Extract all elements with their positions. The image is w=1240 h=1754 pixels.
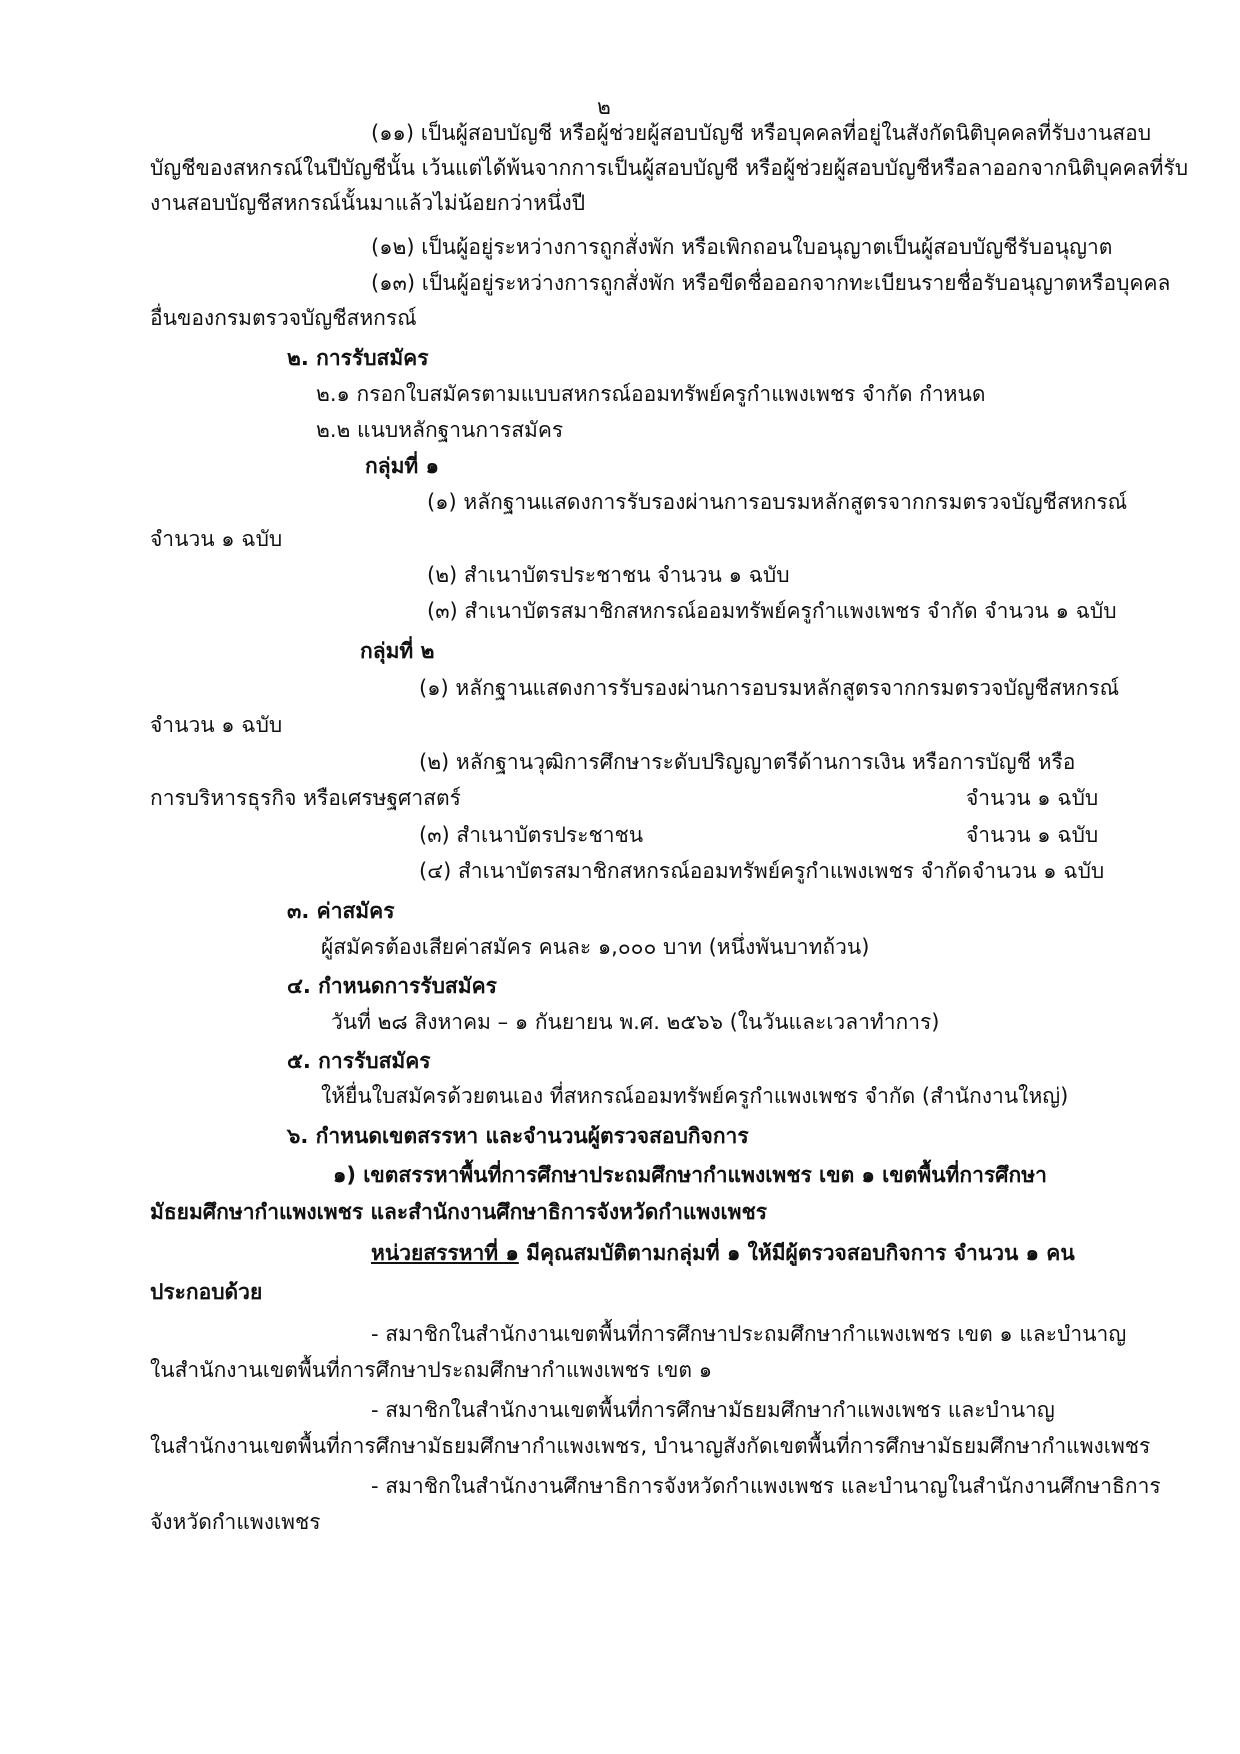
section-4-heading: ๔. กำหนดการรับสมัคร <box>287 974 497 998</box>
unit-1-label: หน่วยสรรหาที่ ๑ <box>371 1241 519 1265</box>
qualification-11-line-3: งานสอบบัญชีสหกรณ์นั้นมาแล้วไม่น้อยกว่าหนึ่งปี <box>150 191 586 215</box>
group-2-item-2-line-2: การบริหารธุรกิจ หรือเศรษฐศาสตร์ <box>150 786 461 810</box>
section-6-heading: ๖. กำหนดเขตสรรหา และจำนวนผู้ตรวจสอบกิจการ <box>287 1124 749 1148</box>
group-1-item-1-line-1: (๑) หลักฐานแสดงการรับรองผ่านการอบรมหลักสูตรจากกรมตรวจบัญชีสหกรณ์ <box>427 490 1128 514</box>
section-3-text: ผู้สมัครต้องเสียค่าสมัคร คนละ ๑,๐๐๐ บาท (หนึ่งพันบาทถ้วน) <box>321 935 870 959</box>
group-2-item-4-quantity: จำนวน ๑ ฉบับ <box>972 859 1105 883</box>
section-2-heading: ๒. การรับสมัคร <box>287 346 429 370</box>
group-2-item-2-quantity: จำนวน ๑ ฉบับ <box>966 786 1099 810</box>
group-2-item-3-quantity: จำนวน ๑ ฉบับ <box>966 823 1099 847</box>
qualification-13-line-2: อื่นของกรมตรวจบัญชีสหกรณ์ <box>150 306 417 330</box>
member-1-line-1: - สมาชิกในสำนักงานเขตพื้นที่การศึกษาประถมศึกษากำแพงเพชร เขต ๑ และบำนาญ <box>371 1322 1127 1346</box>
group-2-item-2-line-1: (๒) หลักฐานวุฒิการศึกษาระดับปริญญาตรีด้านการเงิน หรือการบัญชี หรือ <box>419 750 1076 774</box>
section-3-heading: ๓. ค่าสมัคร <box>287 899 395 923</box>
member-1-line-2: ในสำนักงานเขตพื้นที่การศึกษาประถมศึกษากำแพงเพชร เขต ๑ <box>150 1358 713 1382</box>
page-number: ๒ <box>597 95 611 119</box>
section-5-heading: ๕. การรับสมัคร <box>287 1049 431 1073</box>
unit-1-text: มีคุณสมบัติตามกลุ่มที่ ๑ ให้มีผู้ตรวจสอบกิจการ จำนวน ๑ คน <box>518 1241 1075 1265</box>
consists-of: ประกอบด้วย <box>150 1280 263 1304</box>
group-1-item-2: (๒) สำเนาบัตรประชาชน จำนวน ๑ ฉบับ <box>427 563 790 587</box>
group-1-heading: กลุ่มที่ ๑ <box>365 454 439 478</box>
zone-1-line-1: ๑) เขตสรรหาพื้นที่การศึกษาประถมศึกษากำแพงเพชร เขต ๑ เขตพื้นที่การศึกษา <box>333 1163 1047 1187</box>
group-1-item-1-line-2: จำนวน ๑ ฉบับ <box>150 527 283 551</box>
section-4-text: วันที่ ๒๘ สิงหาคม – ๑ กันยายน พ.ศ. ๒๕๖๖ (ในวันและเวลาทำการ) <box>331 1010 940 1034</box>
qualification-11-line-1: (๑๑) เป็นผู้สอบบัญชี หรือผู้ช่วยผู้สอบบัญชี หรือบุคคลที่อยู่ในสังกัดนิติบุคคลที่รับงานสอบ <box>371 121 1152 145</box>
qualification-11-line-2: บัญชีของสหกรณ์ในปีบัญชีนั้น เว้นแต่ได้พ้นจากการเป็นผู้สอบบัญชี หรือผู้ช่วยผู้สอบบัญชีหรือลาออกจากนิติบุคคลที่รับ <box>150 156 1189 180</box>
member-2-line-1: - สมาชิกในสำนักงานเขตพื้นที่การศึกษามัธยมศึกษากำแพงเพชร และบำนาญ <box>371 1398 1055 1422</box>
zone-1-line-2: มัธยมศึกษากำแพงเพชร และสำนักงานศึกษาธิการจังหวัดกำแพงเพชร <box>150 1200 768 1224</box>
member-3-line-2: จังหวัดกำแพงเพชร <box>150 1510 321 1534</box>
section-2-1: ๒.๑ กรอกใบสมัครตามแบบสหกรณ์ออมทรัพย์ครูกำแพงเพชร จำกัด กำหนด <box>316 382 986 406</box>
section-2-2: ๒.๒ แนบหลักฐานการสมัคร <box>316 418 564 442</box>
group-1-item-3: (๓) สำเนาบัตรสมาชิกสหกรณ์ออมทรัพย์ครูกำแพงเพชร จำกัด จำนวน ๑ ฉบับ <box>427 599 1117 623</box>
group-2-heading: กลุ่มที่ ๒ <box>360 639 435 663</box>
member-2-line-2: ในสำนักงานเขตพื้นที่การศึกษามัธยมศึกษากำแพงเพชร, บำนาญสังกัดเขตพื้นที่การศึกษามัธยมศึกษากำแพงเพชร <box>150 1434 1151 1458</box>
group-2-item-4: (๔) สำเนาบัตรสมาชิกสหกรณ์ออมทรัพย์ครูกำแพงเพชร จำกัด <box>419 859 972 883</box>
group-2-item-1-line-2: จำนวน ๑ ฉบับ <box>150 713 283 737</box>
qualification-13-line-1: (๑๓) เป็นผู้อยู่ระหว่างการถูกสั่งพัก หรือขีดชื่อออกจากทะเบียนรายชื่อรับอนุญาตหรือบุคคล <box>371 271 1171 295</box>
section-5-text: ให้ยื่นใบสมัครด้วยตนเอง ที่สหกรณ์ออมทรัพย์ครูกำแพงเพชร จำกัด (สำนักงานใหญ่) <box>321 1084 1069 1108</box>
member-3-line-1: - สมาชิกในสำนักงานศึกษาธิการจังหวัดกำแพงเพชร และบำนาญในสำนักงานศึกษาธิการ <box>371 1474 1161 1498</box>
unit-1-line <box>371 1238 1075 1268</box>
group-2-item-1-line-1: (๑) หลักฐานแสดงการรับรองผ่านการอบรมหลักสูตรจากกรมตรวจบัญชีสหกรณ์ <box>419 676 1120 700</box>
group-2-item-3: (๓) สำเนาบัตรประชาชน <box>419 823 644 847</box>
qualification-12: (๑๒) เป็นผู้อยู่ระหว่างการถูกสั่งพัก หรือเพิกถอนใบอนุญาตเป็นผู้สอบบัญชีรับอนุญาต <box>371 235 1113 259</box>
